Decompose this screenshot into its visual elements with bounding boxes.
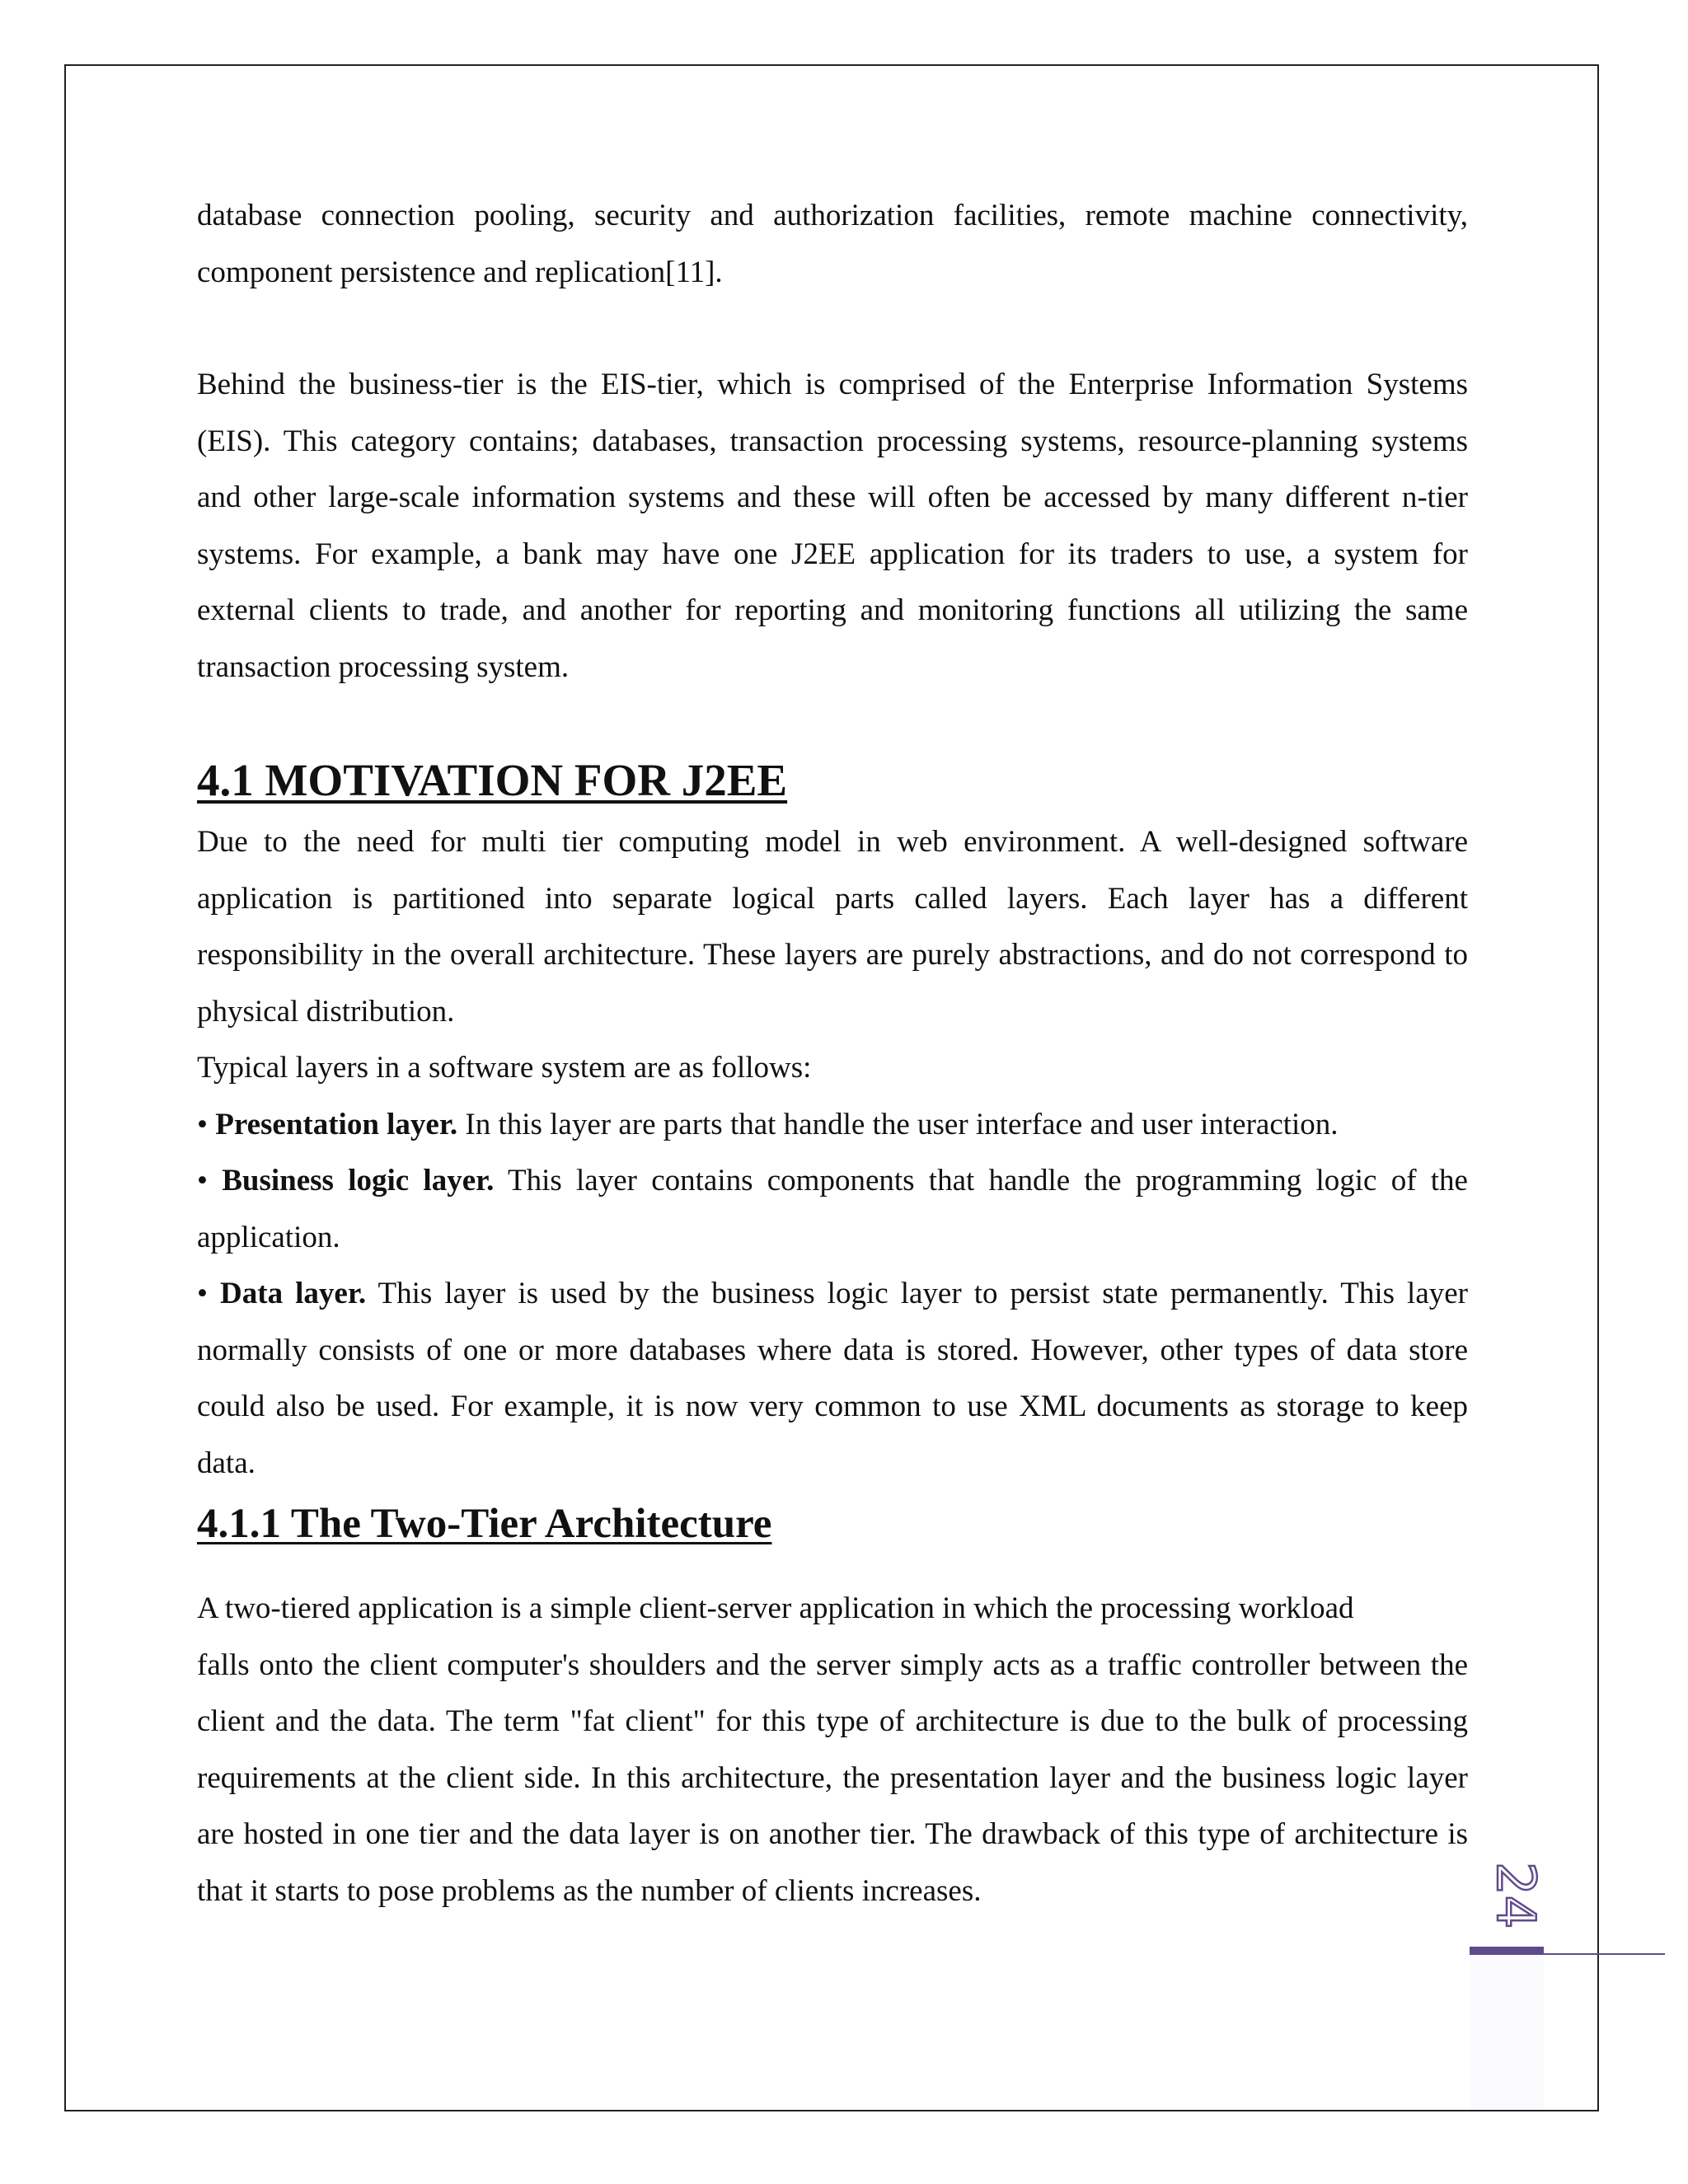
- bullet-text: In this layer are parts that handle the user interface and user interaction.: [465, 1107, 1339, 1141]
- bullet-marker: •: [197, 1107, 208, 1141]
- document-body: [197, 188, 1468, 1919]
- section-heading: 4.1 MOTIVATION FOR J2EE: [197, 755, 788, 805]
- paragraph-eis-tier: Behind the business-tier is the EIS-tier, which is comprised of the Enterprise Information Systems (EIS). This category contains; databases, transaction processing systems, resource-planning systems and other large-scale information systems and these will often be accessed by many different n-tier systems. For example, a bank may have one J2EE application for its traders to use, a system for external clients to trade, and another for reporting and monitoring functions all utilizing the same transaction processing system.: [197, 368, 1468, 684]
- subsection-first-line: A two-tiered application is a simple client-server application in which the processing workload: [197, 1591, 1354, 1625]
- bullet-text: This layer is used by the business logic layer to persist state permanently. This layer normally consists of one or more databases where data is stored. However, other types of data store could also be used. For example, it is now very common to use XML documents as storage to keep data.: [197, 1277, 1468, 1480]
- bullet-marker: •: [197, 1277, 208, 1310]
- bullet-text: This layer contains components that handle the programming logic of the application.: [197, 1164, 1468, 1254]
- page-number-bar: [1470, 1947, 1544, 1955]
- page-number-rule: [1544, 1953, 1665, 1955]
- list-item: [197, 1266, 1468, 1492]
- subsection-heading: 4.1.1 The Two-Tier Architecture: [197, 1501, 772, 1547]
- paragraph-continuation: database connection pooling, security and authorization facilities, remote machine connectivity, component persistence and replication[11].: [197, 199, 1468, 289]
- subsection-body: falls onto the client computer's shoulders and the server simply acts as a traffic controller between the client and the data. The term "fat client" for this type of architecture is due to the bulk of processing requirements at the client side. In this architecture, the presentation layer and the business logic layer are hosted in one tier and the data layer is on another tier. The drawback of this type of architecture is that it starts to pose problems as the number of clients increases.: [197, 1647, 1468, 1908]
- page-number-shade: [1470, 1955, 1544, 2110]
- list-item: [197, 1153, 1468, 1266]
- list-item: [197, 1097, 1468, 1154]
- bullet-term: Presentation layer.: [215, 1107, 458, 1141]
- bullet-marker: •: [197, 1164, 208, 1197]
- bullet-term: Data layer.: [220, 1277, 367, 1310]
- page-number: 24: [1484, 1862, 1545, 1929]
- section-intro-paragraph: Due to the need for multi tier computing model in web environment. A well-designed software application is partitioned into separate logical parts called layers. Each layer has a different responsibility in the overall architecture. These layers are purely abstractions, and do not correspond to physical distribution.: [197, 825, 1468, 1029]
- layers-list-intro: Typical layers in a software system are as follows:: [197, 1051, 812, 1085]
- bullet-term: Business logic layer.: [222, 1164, 495, 1197]
